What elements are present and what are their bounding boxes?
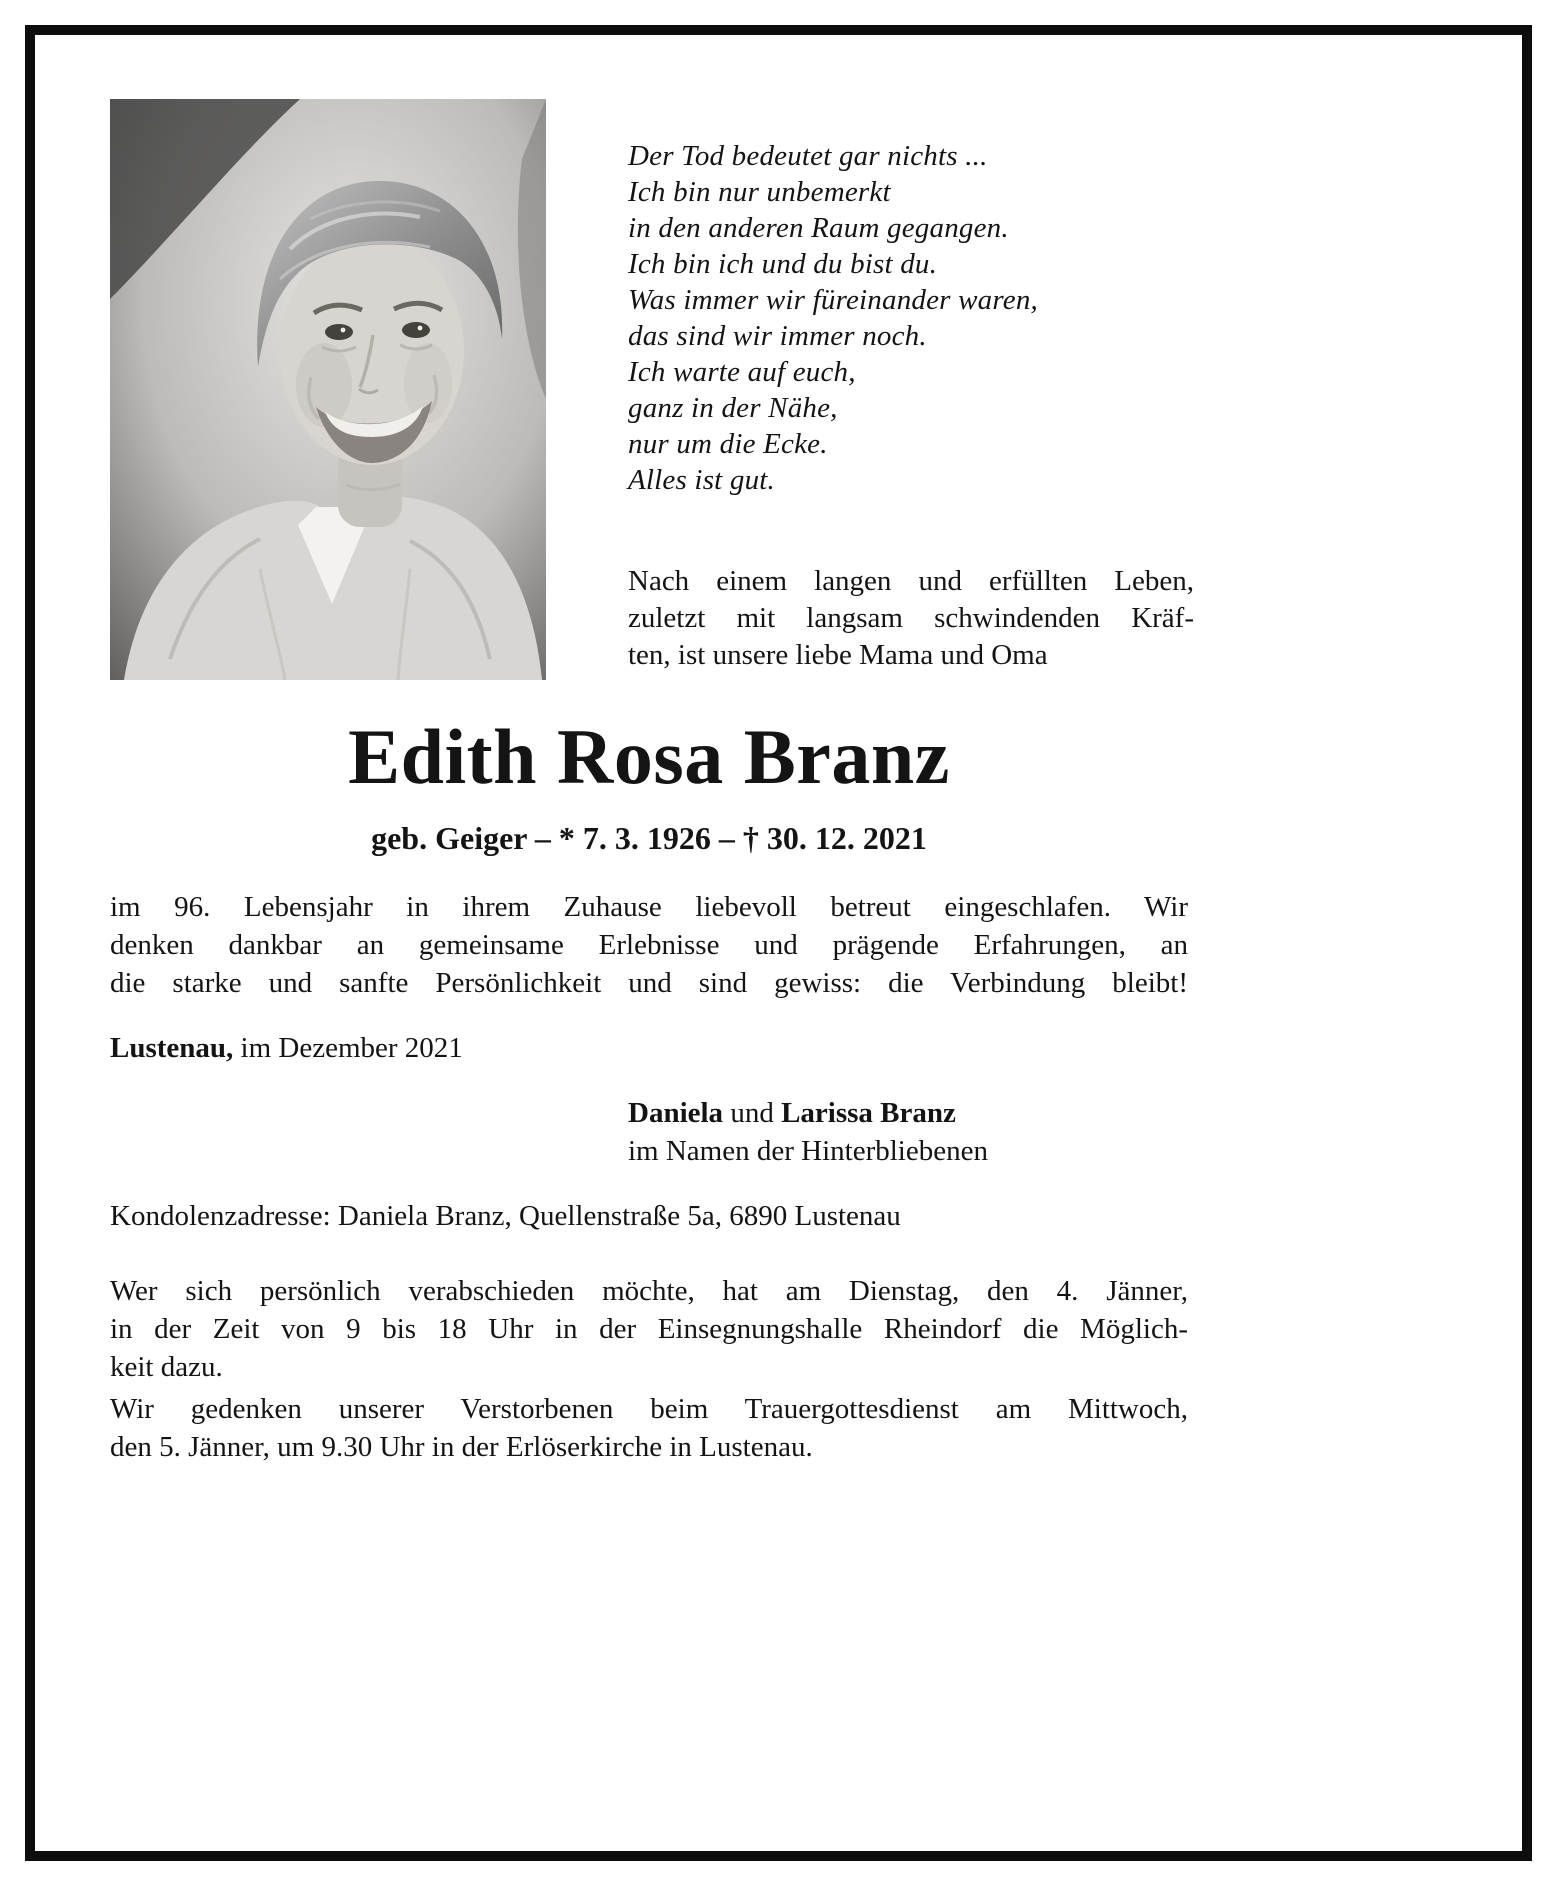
intro-line: ten, ist unsere liebe Mama und Oma — [628, 639, 1048, 671]
poem-line: das sind wir immer noch. — [628, 320, 927, 352]
signature-name-2: Larissa Branz — [781, 1097, 956, 1129]
poem-line: Ich bin ich und du bist du. — [628, 248, 938, 280]
obituary-paragraph — [110, 888, 1188, 1002]
service-line: den 5. Jänner, um 9.30 Uhr in der Erlöserkirche in Lustenau. — [110, 1431, 813, 1463]
signature-name-1: Daniela — [628, 1097, 724, 1129]
obituary-line: denken dankbar an gemeinsame Erlebnisse und prägende Erfahrungen, an — [110, 929, 1188, 961]
deceased-name: Edith Rosa Branz — [348, 713, 950, 800]
intro-paragraph — [628, 563, 1194, 674]
birth-death-details: geb. Geiger – * 7. 3. 1926 – † 30. 12. 2021 — [371, 820, 927, 856]
signature-subline: im Namen der Hinterbliebenen — [628, 1135, 988, 1167]
intro-line: Nach einem langen und erfüllten Leben, — [628, 565, 1194, 597]
portrait-illustration — [110, 99, 546, 680]
poem-line: in den anderen Raum gegangen. — [628, 212, 1009, 244]
poem-line: Ich warte auf euch, — [628, 356, 856, 388]
memorial-poem — [628, 138, 1038, 498]
dateline — [110, 1032, 463, 1065]
poem-line: Ich bin nur unbemerkt — [628, 176, 891, 208]
farewell-paragraph — [110, 1272, 1188, 1386]
signature-block — [628, 1094, 988, 1170]
farewell-line: in der Zeit von 9 bis 18 Uhr in der Einsegnungshalle Rheindorf die Möglich- — [110, 1313, 1188, 1345]
service-paragraph — [110, 1390, 1188, 1466]
signature-names — [628, 1094, 988, 1132]
portrait-photo — [110, 99, 546, 680]
dateline-city: Lustenau, — [110, 1032, 234, 1064]
condolence-address: Kondolenzadresse: Daniela Branz, Quellenstraße 5a, 6890 Lustenau — [110, 1200, 901, 1232]
farewell-line: keit dazu. — [110, 1351, 223, 1383]
poem-line: ganz in der Nähe, — [628, 392, 838, 424]
service-line: Wir gedenken unserer Verstorbenen beim Trauergottesdienst am Mittwoch, — [110, 1393, 1188, 1425]
poem-line: Alles ist gut. — [628, 464, 775, 496]
obituary-line: die starke und sanfte Persönlichkeit und sind gewiss: die Verbindung bleibt! — [110, 967, 1188, 999]
dateline-date: im Dezember 2021 — [240, 1032, 463, 1064]
signature-connector: und — [730, 1097, 774, 1129]
obituary-line: im 96. Lebensjahr in ihrem Zuhause liebevoll betreut eingeschlafen. Wir — [110, 891, 1188, 923]
poem-line: nur um die Ecke. — [628, 428, 828, 460]
poem-line: Was immer wir füreinander waren, — [628, 284, 1038, 316]
farewell-line: Wer sich persönlich verabschieden möchte, hat am Dienstag, den 4. Jänner, — [110, 1275, 1188, 1307]
intro-line: zuletzt mit langsam schwindenden Kräf- — [628, 602, 1194, 634]
poem-line: Der Tod bedeutet gar nichts ... — [628, 140, 988, 172]
